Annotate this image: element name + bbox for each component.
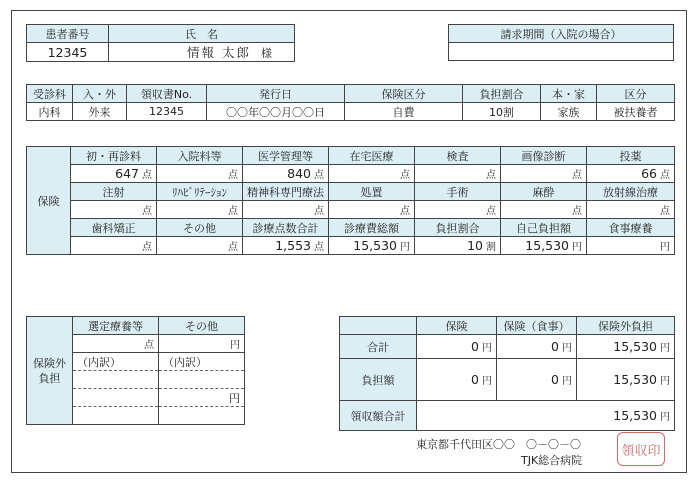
insurance-header: 歯科矯正 (71, 219, 157, 237)
other-breakdown-label: （内訳） (159, 353, 245, 371)
insurance-value: 点 (415, 165, 501, 183)
visit-value: 外来 (73, 103, 127, 121)
insurance-header: 診療点数合計 (243, 219, 329, 237)
patient-name-suffix: 様 (260, 47, 272, 60)
visit-value: 10割 (463, 103, 541, 121)
summary-header-insurance: 保険 (417, 317, 497, 335)
selected-care-breakdown-line (73, 371, 159, 389)
insurance-section-label: 保険 (27, 147, 71, 255)
insurance-header: ﾘﾊﾋﾞﾘﾃｰｼｮﾝ (157, 183, 243, 201)
insurance-value: 点 (71, 201, 157, 219)
insurance-header: 画像診断 (501, 147, 587, 165)
non-insurance-table (26, 316, 245, 425)
patient-id-label: 患者番号 (27, 25, 109, 43)
insurance-header: 投薬 (587, 147, 675, 165)
selected-care-breakdown-line (73, 407, 159, 425)
summary-header-meal: 保険（食事） (497, 317, 577, 335)
insurance-header: 検査 (415, 147, 501, 165)
insurance-header: 初・再診料 (71, 147, 157, 165)
non-insurance-label-2: 負担 (38, 371, 61, 385)
patient-id-value: 12345 (27, 43, 109, 62)
visit-header: 負担割合 (463, 85, 541, 103)
selected-care-breakdown-label: （内訳） (73, 353, 159, 371)
period-label: 請求期間（入院の場合） (449, 25, 674, 43)
other-header: その他 (159, 317, 245, 335)
insurance-value: 点 (501, 165, 587, 183)
receipt-total-label: 領収額合計 (340, 401, 417, 431)
visit-header: 保険区分 (345, 85, 463, 103)
patient-name-label: 氏 名 (109, 25, 295, 43)
patient-table (26, 24, 295, 62)
insurance-header: 診療費総額 (329, 219, 415, 237)
summary-total-insurance: 0 円 (417, 335, 497, 359)
other-value: 円 (159, 335, 245, 353)
summary-burden-insurance: 0 円 (417, 359, 497, 401)
patient-name-value: 情報 太郎 (187, 45, 251, 60)
visit-value: 内科 (27, 103, 73, 121)
visit-table (26, 84, 675, 121)
visit-value: 被扶養者 (597, 103, 675, 121)
selected-care-header: 選定療養等 (73, 317, 159, 335)
visit-header: 領収書No. (127, 85, 207, 103)
insurance-header: 手術 (415, 183, 501, 201)
insurance-value: 点 (243, 201, 329, 219)
insurance-header: 医学管理等 (243, 147, 329, 165)
summary-total-non-insurance: 15,530 円 (577, 335, 675, 359)
insurance-header: 処置 (329, 183, 415, 201)
summary-burden-label: 負担額 (340, 359, 417, 401)
summary-total-meal: 0 円 (497, 335, 577, 359)
insurance-header: 自己負担額 (501, 219, 587, 237)
summary-header-non-insurance: 保険外負担 (577, 317, 675, 335)
visit-value: 家族 (541, 103, 597, 121)
period-value (449, 43, 674, 61)
receipt-total-value: 15,530 円 (417, 401, 675, 431)
non-insurance-section-label (27, 317, 73, 425)
insurance-value: 点 (157, 201, 243, 219)
period-table (448, 24, 674, 61)
insurance-value: 点 (329, 165, 415, 183)
non-insurance-label-1: 保険外 (33, 356, 66, 370)
insurance-value: 10 割 (415, 237, 501, 255)
insurance-value: 647 点 (71, 165, 157, 183)
insurance-value: 点 (415, 201, 501, 219)
insurance-value: 点 (501, 201, 587, 219)
hospital-address: 東京都千代田区〇〇 〇－〇－〇 (416, 438, 581, 451)
insurance-header: 在宅医療 (329, 147, 415, 165)
receipt-seal: 領収印 (617, 432, 665, 466)
insurance-value: 点 (587, 201, 675, 219)
visit-header: 発行日 (207, 85, 345, 103)
insurance-header: 負担割合 (415, 219, 501, 237)
insurance-header: 精神科専門療法 (243, 183, 329, 201)
insurance-value: 840 点 (243, 165, 329, 183)
insurance-value: 点 (157, 165, 243, 183)
insurance-header: 注射 (71, 183, 157, 201)
insurance-value: 15,530 円 (501, 237, 587, 255)
other-breakdown-total: 円 (159, 389, 245, 407)
insurance-value: 点 (71, 237, 157, 255)
insurance-value: 66 点 (587, 165, 675, 183)
insurance-value: 点 (157, 237, 243, 255)
insurance-value: 15,530 円 (329, 237, 415, 255)
selected-care-value: 点 (73, 335, 159, 353)
insurance-value: 円 (587, 237, 675, 255)
summary-burden-meal: 0 円 (497, 359, 577, 401)
other-breakdown-line (159, 407, 245, 425)
visit-value: 〇〇年〇〇月〇〇日 (207, 103, 345, 121)
visit-value: 12345 (127, 103, 207, 121)
insurance-value: 点 (329, 201, 415, 219)
summary-corner (340, 317, 417, 335)
insurance-header: 入院料等 (157, 147, 243, 165)
other-breakdown-line (159, 371, 245, 389)
visit-header: 受診科 (27, 85, 73, 103)
visit-header: 入・外 (73, 85, 127, 103)
hospital-name: TJK総合病院 (521, 454, 583, 467)
summary-table (339, 316, 675, 431)
visit-value: 自費 (345, 103, 463, 121)
insurance-header: 放射線治療 (587, 183, 675, 201)
visit-header: 本・家 (541, 85, 597, 103)
insurance-header: 食事療養 (587, 219, 675, 237)
insurance-header: 麻酔 (501, 183, 587, 201)
visit-header: 区分 (597, 85, 675, 103)
summary-total-label: 合計 (340, 335, 417, 359)
patient-name-cell (109, 43, 295, 62)
insurance-header: その他 (157, 219, 243, 237)
selected-care-breakdown-line (73, 389, 159, 407)
summary-burden-non-insurance: 15,530 円 (577, 359, 675, 401)
insurance-value: 1,553 点 (243, 237, 329, 255)
insurance-table (26, 146, 675, 255)
